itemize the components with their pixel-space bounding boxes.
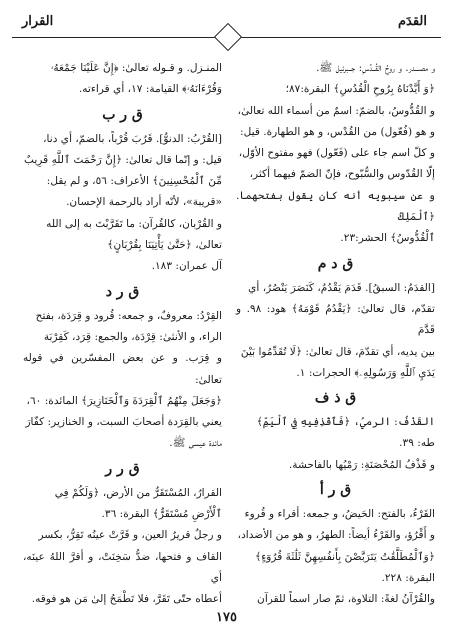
text-line: و رجلٌ قريرُ العين، و قَرَّتْ عينُه تَقِرُّ، بكسر (38, 529, 222, 542)
text-line: و كلّ اسم جاء على (فَعّول) فهو مفتوح الأوّل، (238, 147, 435, 160)
text-line: و عن سيبويه أنه كان يقول بفتحهما. ﴿ٱلْمَلِكُ (236, 189, 435, 224)
text-line: الراء، و الأنثىٰ: قِرْدَة، والجمع: قِرَد، كَقِرْبَة (43, 330, 222, 343)
text-line: بين يديه، أي تقدّمَ، قال تعالىٰ: ﴿لَا تُقَدِّمُوا بَيْنَ (240, 345, 435, 358)
text-line: يعني بالقِرَدة أصحابَ السبت، و الخنازير: كفّارَ (25, 416, 222, 429)
header-guide-word-left: القرار (22, 14, 54, 29)
text-line: و القُدُّوسُ، بالضمّ: اسمٌ من أسماء الله تعالىٰ، (237, 104, 435, 117)
text-line: قيل: و إنّما قال تعالىٰ: ﴿إِنَّ رَحْمَتَ ٱللَّهِ قَرِيبٌ (23, 153, 222, 166)
text-line: و أَقْرُؤ، والقَرْءُ أيضاً: الطهرُ، و هو من الأضداد، (237, 529, 435, 542)
text-line: و قِرَب. و عن بعض المفسّرين في قوله تعالىٰ: (23, 352, 222, 386)
text-line: [القدَمُ: السبقُ]. قَدَمَ يَقْدُمُ، كَنَصَرَ يَنْصُرُ، أي (248, 281, 435, 294)
section-heading: ق د م (317, 255, 354, 272)
text-line: و القُرْبان، كالقُرآن: ما تَقَرَّبْتَ به إلى الله (46, 217, 222, 230)
text-line: وَقُرْءَانَهُۥ﴾ القيامة: ١٧، أي قراءته. (78, 83, 222, 96)
text-line: والقُرْآنُ لغةً: التلاوة، ثمّ صار اسماً للقرآن (257, 593, 435, 606)
text-line: ﴿وَجَعَلَ مِنْهُمُ ٱلْقِرَدَةَ وَٱلْخَنَازِيرَ﴾ المائدة: ٦٠، (26, 394, 222, 407)
section-heading: ق ر أ (319, 482, 352, 499)
header-guide-word-right: القدَم (397, 14, 427, 29)
diamond-ornament-icon (213, 23, 241, 51)
section-heading: ق ر ر (105, 460, 140, 477)
text-line: القَذْفُ: الرميُ، ﴿فَٱقْذِفِيهِ فِي ٱلْيَمِّ﴾ (256, 416, 435, 429)
text-line: ٱلْأَرْضِ مُسْتَقَرٌّ﴾ البقرة: ٣٦. (101, 508, 222, 521)
text-line: طه: ٣٩. (399, 437, 435, 450)
right-column (236, 58, 435, 611)
text-line: أعطاه حتّى تَقَرَّ، فلا تَطْمَحُ إلىٰ مَن هو فوقه. (31, 593, 222, 606)
text-line: القَرْءُ، بالفتح: الحَيضُ، و جمعه: أقراء و قُروء (244, 508, 435, 521)
text-line: ﴿وَ أَيَّدْنَاهُ بِرُوحِ الْقُدُسِ﴾ البقرة:٨٧؛ (285, 83, 435, 96)
text-line: القاف و فتحها، ضدُّ سَخِنَتْ، و أقرَّ اللهُ عينَه، أي (23, 550, 222, 584)
section-heading: ق ر ب (102, 106, 143, 123)
text-line: إلّا القُدّوس والسُّبّوح، فإنّ الضمّ فيهما أكثر، (249, 168, 435, 181)
text-line: مائدة عيسى ﷺ. (169, 437, 222, 450)
section-heading: ق ر د (105, 283, 140, 300)
text-line: «قريبة»، لأنّه أراد بالرحمة الإحسان. (66, 196, 222, 209)
text-line: [القُرْبُ: الدنوُّ]. قَرُبَ قُرْباً، بالضمّ، أي دنا، (43, 132, 222, 145)
text-line: القرارُ، المُسْتَقَرُّ من الأرض، ﴿وَلَكُمْ فِي (54, 486, 222, 499)
text-line: و مصـــدر. و روحُ القُــدُسِ: جــبرئيل ﷺ. (316, 62, 435, 74)
text-line: ٱلْقُدُّوسُ﴾ الحشر:٢٣. (340, 232, 435, 245)
section-heading: ق ذ ف (314, 390, 357, 407)
text-line: ﴿وَٱلْمُطَلَّقَٰتُ يَتَرَبَّصْنَ بِأَنفُسِهِنَّ ثَلَٰثَةَ قُرُوٓءٍ﴾ (255, 550, 435, 563)
text-line: تعالىٰ، ﴿حَتَّىٰ يَأْتِيَنَا بِقُرْبَانٍ﴾ (107, 239, 222, 252)
page-header (12, 10, 441, 50)
text-line: مِّنَ ٱلْمُحْسِنِينَ﴾ الأعراف: ٥٦، و لم يقل: (46, 175, 222, 188)
text-line: تقدّم، قال تعالىٰ: ﴿يَقْدُمُ قَوْمَهُ﴾ هود: ٩٨. و قَدَّمَ (236, 302, 435, 337)
text-line: و هو (فُعّول) من القُدْس، و هو الطهارة. قيل: (240, 125, 435, 138)
text-line: آل عمران: ١٨٣. (151, 260, 222, 273)
text-line: يَدَيِ ٱللَّهِ وَرَسُولِهِۦ﴾ الحجرات: ١. (296, 366, 435, 379)
left-column (23, 58, 222, 611)
text-line: البقرة: ٢٢٨. (381, 571, 435, 584)
text-line: و قَذْفُ المُحْصَنَةِ: رَمْيُها بالفاحشة. (288, 458, 435, 471)
page-number: ١٧٥ (216, 610, 237, 625)
text-line: المنـزل. و قـوله تعالىٰ: ﴿إِنَّ عَلَيْنَا جَمْعَهُۥ (50, 62, 222, 74)
text-line: القِرْدُ: معروفٌ، و جمعه: قُرود و قِرَدَة، بفتح (35, 309, 222, 322)
